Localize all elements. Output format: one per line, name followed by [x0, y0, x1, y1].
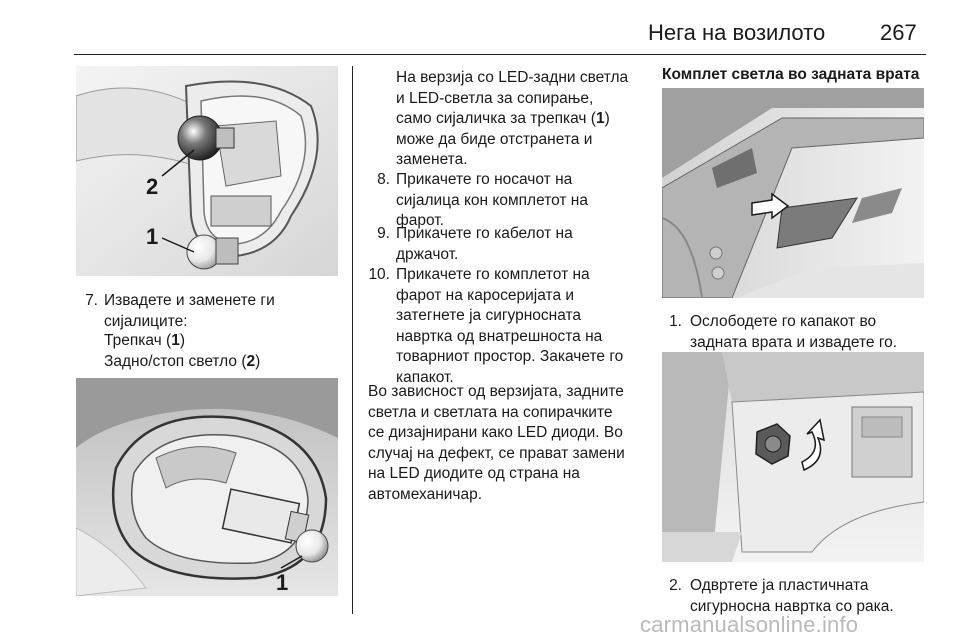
step-number: 2.	[669, 577, 682, 594]
step-number: 10.	[368, 266, 390, 283]
step-7-item-tail-brake: Задно/стоп светло (2)	[104, 353, 261, 370]
figure-plastic-nut	[662, 352, 924, 562]
page-number: 267	[880, 20, 917, 45]
led-paragraph: Во зависност од верзијата, задните светла и светлата на сопирачките се дизајнирани како LED диоди. Во случај на дефект, се прават замени на LED диодите од страна на автомеханичар.	[368, 383, 625, 503]
step-number: 1.	[669, 313, 682, 330]
step-7-line-2: сијалиците:	[104, 312, 188, 330]
tailgate-illustration	[662, 88, 924, 298]
callout-2: 2	[146, 174, 159, 199]
page-header-title: Нега на возилото	[648, 20, 826, 45]
step-number: 7.	[85, 292, 98, 309]
step-number: 9.	[377, 225, 390, 242]
led-note: На верзија со LED-задни светла и LED-светла за сопирање, само сијаличка за трепкач (1) може да биде отстранета и заменета.	[396, 69, 629, 168]
step-7-line-1: Извадете и заменете ги	[104, 292, 275, 309]
plastic-nut-illustration	[662, 352, 924, 562]
figure-tailgate	[662, 88, 924, 298]
section-heading: Комплет светла во задната врата	[662, 66, 920, 83]
lamp-housing-illustration	[76, 378, 338, 596]
callout-1: 1	[146, 224, 159, 249]
header-rule	[74, 54, 926, 55]
step-7-item-turn-signal: Трепкач (1)	[104, 332, 185, 349]
callout-1-fig2: 1	[276, 570, 289, 595]
watermark: carmanualsonline.info	[640, 612, 859, 637]
figure-bulb-holder	[76, 66, 338, 276]
bulb-holder-illustration	[76, 66, 338, 276]
step-number: 8.	[377, 171, 390, 188]
column-divider	[352, 66, 353, 614]
figure-lamp-housing	[76, 378, 338, 596]
